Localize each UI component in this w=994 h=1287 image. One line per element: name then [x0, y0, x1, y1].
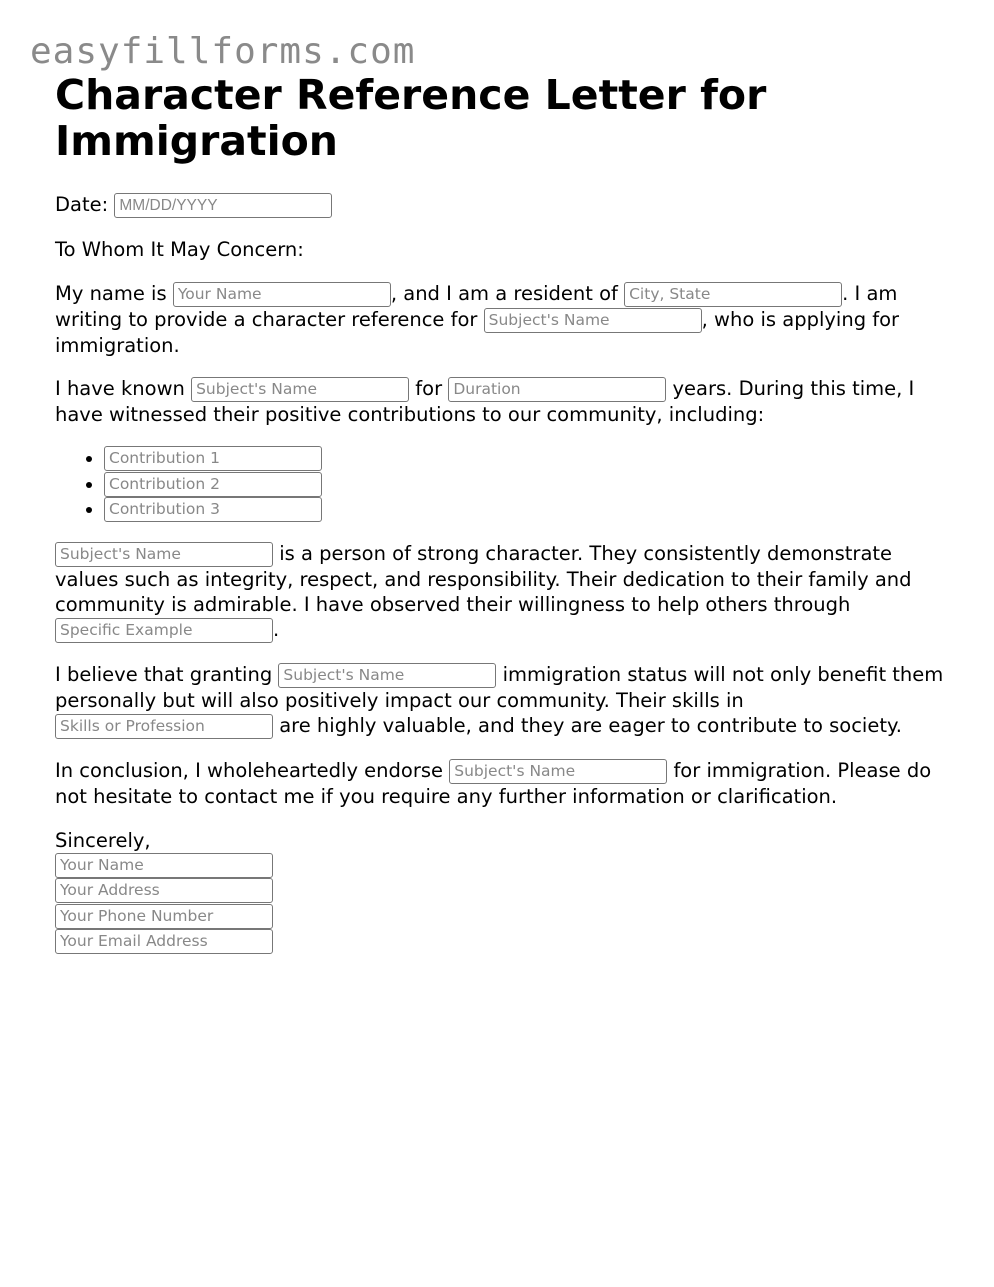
list-item	[104, 472, 945, 498]
known-text-3: years. During this time, I have witnessed their positive contributions to our community, including:	[55, 377, 915, 426]
immigration-text-2: immigration status will not only benefit them personally but will also positively impact our community. Their skills in	[55, 662, 944, 712]
your-name-input[interactable]: Your Name	[173, 282, 391, 307]
known-text-1: I have known	[55, 377, 185, 400]
subject-name-input-1[interactable]: Subject's Name	[484, 308, 702, 333]
conclusion-text-2: for immigration. Please do not hesitate to contact me if you require any further information or clarification.	[55, 758, 932, 808]
signature-name-input[interactable]: Your Name	[55, 853, 273, 878]
subject-name-input-5[interactable]: Subject's Name	[449, 759, 667, 784]
date-label: Date:	[55, 193, 109, 216]
character-paragraph	[55, 541, 945, 643]
character-text-2: .	[273, 617, 280, 641]
contribution-1-input[interactable]: Contribution 1	[104, 446, 322, 471]
salutation: To Whom It May Concern:	[55, 238, 304, 261]
date-line	[55, 192, 945, 218]
signature-block	[55, 853, 945, 955]
date-input[interactable]: MM/DD/YYYY	[114, 193, 332, 218]
known-paragraph	[55, 376, 945, 427]
list-item	[104, 446, 945, 472]
intro-paragraph	[55, 281, 945, 358]
signature-address-input[interactable]: Your Address	[55, 878, 273, 903]
immigration-text-3: are highly valuable, and they are eager to contribute to society.	[279, 713, 902, 737]
subject-name-input-4[interactable]: Subject's Name	[278, 663, 496, 688]
signature-email-input[interactable]: Your Email Address	[55, 929, 273, 954]
immigration-paragraph	[55, 662, 945, 739]
intro-text-1: My name is	[55, 282, 167, 305]
list-item	[104, 497, 945, 523]
site-watermark: easyfillforms.com	[30, 31, 416, 72]
contribution-list	[55, 446, 945, 523]
duration-input[interactable]: Duration	[448, 377, 666, 402]
conclusion-paragraph	[55, 758, 945, 809]
subject-name-input-2[interactable]: Subject's Name	[191, 377, 409, 402]
known-text-2: for	[415, 377, 443, 400]
intro-text-2: , and I am a resident of	[390, 282, 618, 305]
specific-example-input[interactable]: Specific Example	[55, 618, 273, 643]
intro-text-4: , who is applying for immigration.	[55, 308, 900, 357]
intro-text-3: . I am writing to provide a character reference for	[55, 282, 898, 331]
character-text-1: is a person of strong character. They consistently demonstrate values such as integrity, respect, and responsibility. Their dedication to their family and community is admirable. I have observed their willingness to help others through	[55, 541, 912, 616]
contribution-2-input[interactable]: Contribution 2	[104, 472, 322, 497]
conclusion-text-1: In conclusion, I wholeheartedly endorse	[55, 758, 444, 782]
contribution-3-input[interactable]: Contribution 3	[104, 497, 322, 522]
subject-name-input-3[interactable]: Subject's Name	[55, 542, 273, 567]
immigration-text-1: I believe that granting	[55, 662, 273, 686]
signature-phone-input[interactable]: Your Phone Number	[55, 904, 273, 929]
page-title: Character Reference Letter for Immigration	[55, 71, 767, 165]
city-state-input[interactable]: City, State	[624, 282, 842, 307]
letter-form	[55, 72, 945, 955]
skills-input[interactable]: Skills or Profession	[55, 714, 273, 739]
closing: Sincerely,	[55, 828, 151, 852]
